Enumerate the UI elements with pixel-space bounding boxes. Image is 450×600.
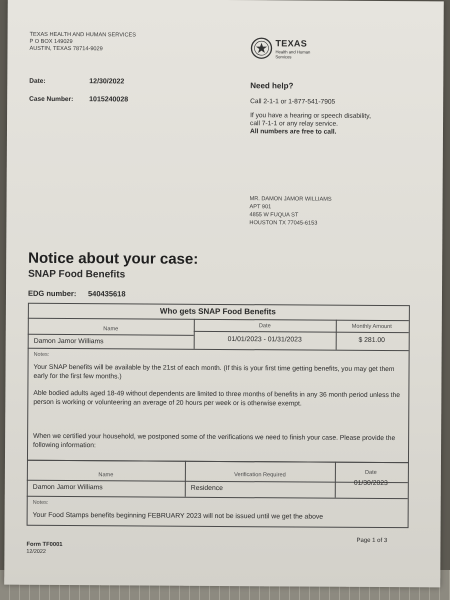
- column-header-date: Date: [364, 469, 377, 476]
- column-divider: [185, 461, 186, 497]
- column-header-amount: Monthly Amount: [351, 323, 392, 331]
- sender-name: TEXAS HEALTH AND HUMAN SERVICES: [29, 31, 137, 39]
- logo-subtitle-2: Services: [275, 54, 292, 60]
- help-disability: If you have a hearing or speech disability,: [250, 112, 371, 120]
- program-name: SNAP Food Benefits: [28, 268, 126, 281]
- recipient-name: MR. DAMON JAMOR WILLIAMS: [249, 196, 332, 203]
- recipient-apt: APT 901: [249, 204, 272, 211]
- benefit-row-name: Damon Jamor Williams: [33, 337, 104, 346]
- help-phone: Call 2-1-1 or 1-877-541-7905: [250, 98, 336, 106]
- help-free: All numbers are free to call.: [249, 128, 337, 136]
- verification-row-type: Residence: [190, 484, 223, 492]
- recipient-city: HOUSTON TX 77045-6153: [249, 220, 318, 227]
- sender-po-box: P O BOX 149029: [29, 38, 73, 46]
- benefit-row-amount: $ 281.00: [358, 336, 385, 344]
- column-header-date: Date: [258, 323, 271, 330]
- help-relay: call 7-1-1 or any relay service.: [250, 120, 339, 128]
- note-paragraph: Able bodied adults aged 18-49 without dependents are limited to three months of benefits in any 36 month period unless the person is working or volunteering an average of 20 hours per week or is otherwise exempt.: [33, 389, 400, 408]
- recipient-street: 4855 W FUQUA ST: [249, 212, 299, 219]
- note-paragraph: When we certified your household, we postponed some of the verifications we need to finish your case. Please provide the following information:: [33, 432, 396, 449]
- help-heading: Need help?: [250, 81, 294, 91]
- benefit-row-date: 01/01/2023 - 01/31/2023: [227, 336, 302, 344]
- column-header-name: Name: [103, 326, 119, 333]
- notes-label: Notes:: [33, 351, 50, 358]
- page-number: Page 1 of 3: [356, 537, 388, 545]
- logo-title: TEXAS: [275, 38, 308, 49]
- case-number-label: Case Number:: [29, 95, 74, 104]
- case-number-value: 1015240028: [89, 96, 129, 104]
- texas-seal-icon: [250, 37, 272, 59]
- form-date: 12/2022: [26, 548, 46, 555]
- notice-title: Notice about your case:: [28, 249, 199, 268]
- logo-subtitle-1: Health and Human: [275, 49, 311, 55]
- benefits-table-heading: Who gets SNAP Food Benefits: [159, 306, 276, 317]
- letter-page: [4, 0, 444, 587]
- verification-row-name: Damon Jamor Williams: [32, 483, 103, 492]
- column-header-verification: Verification Required: [234, 472, 286, 479]
- notes-text: Your Food Stamps benefits beginning FEBRUARY 2023 will not be issued until we get the above: [32, 511, 324, 521]
- sender-city: AUSTIN, TEXAS 78714-9029: [29, 45, 103, 53]
- verification-row-date: 01/30/2023: [353, 479, 388, 488]
- edg-label: EDG number:: [27, 288, 77, 299]
- note-paragraph: Your SNAP benefits will be available by the 21st of each month. (If this is your first time getting benefits, you may get them early for the first few months.): [33, 363, 395, 380]
- form-number: Form TF0001: [26, 541, 63, 549]
- date-value: 12/30/2022: [89, 78, 125, 86]
- column-header-name: Name: [98, 472, 114, 479]
- date-label: Date:: [29, 77, 46, 85]
- edg-value: 540435618: [87, 289, 126, 299]
- notes-label: Notes:: [32, 499, 49, 506]
